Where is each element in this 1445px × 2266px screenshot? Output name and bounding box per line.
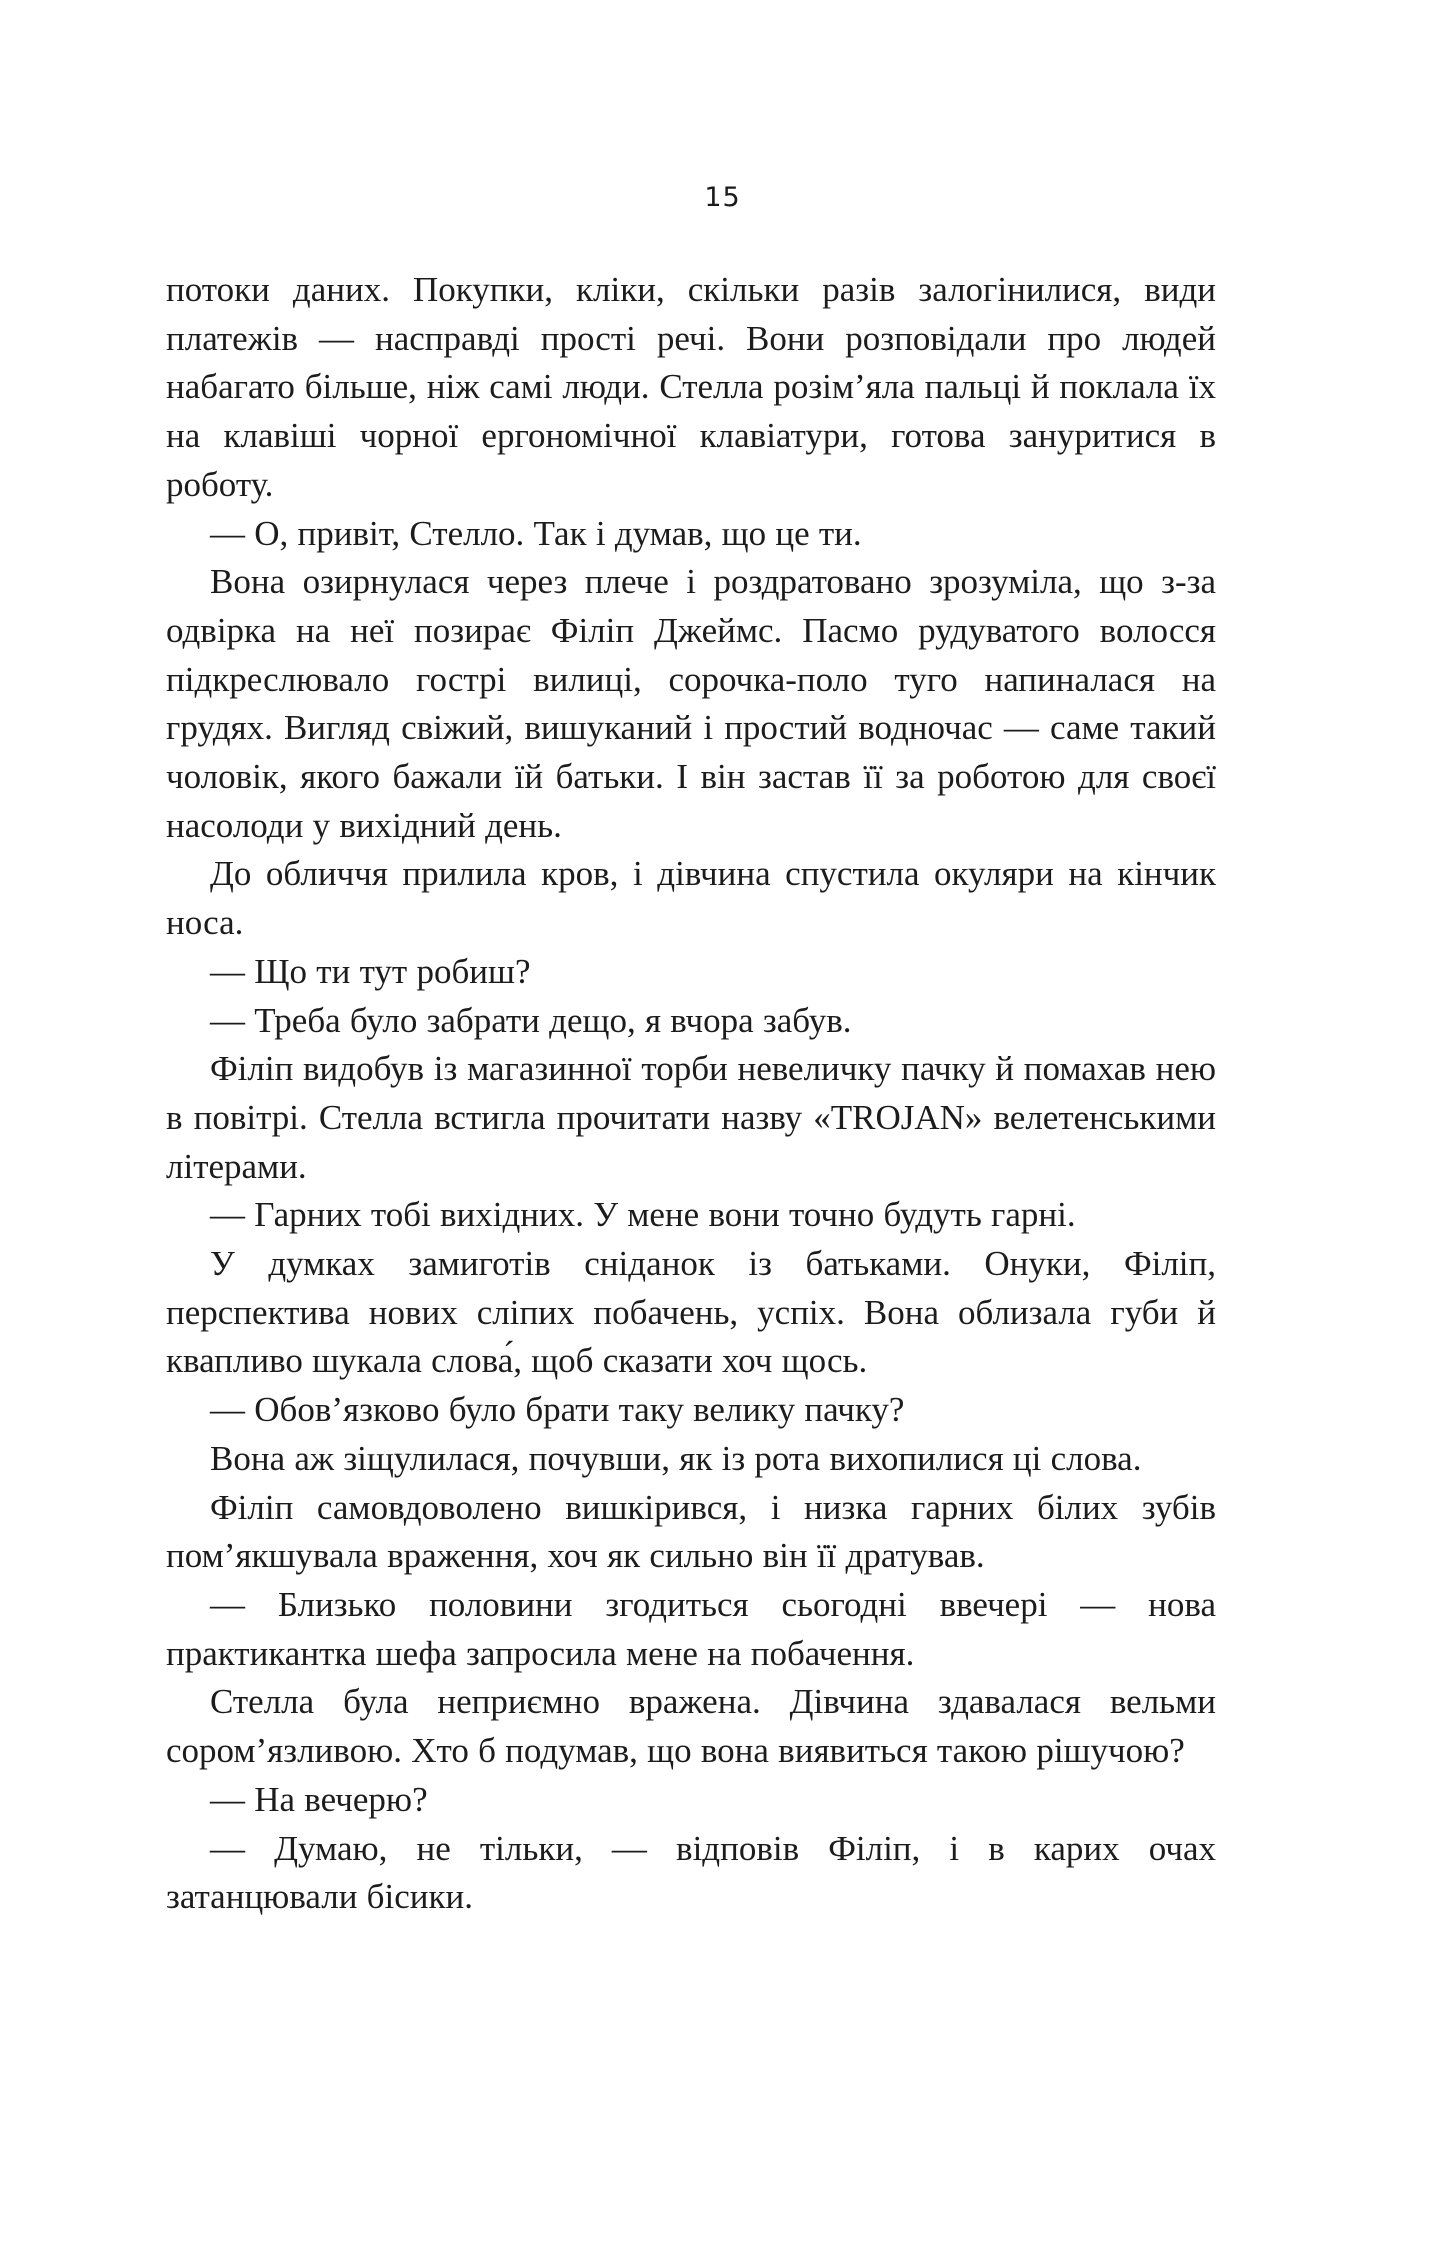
body-text: [166, 266, 1216, 1922]
paragraph: — О, привіт, Стелло. Так і думав, що це ти.: [210, 513, 862, 553]
paragraph: Вона аж зіщулилася, почувши, як із рота вихопилися ці слова.: [210, 1438, 1142, 1478]
paragraph: Вона озирнулася через плече і роздратовано зрозуміла, що з-за одвірка на неї позирає Філіп Джеймс. Пасмо рудуватого волосся підкреслювало гострі вилиці, сорочка-поло туго напиналася на грудях. Вигляд свіжий, вишуканий і простий водночас — саме такий чоловік, якого бажали їй батьки. І він застав її за роботою для своєї насолоди у вихідний день.: [166, 562, 1216, 845]
paragraph: Стелла була неприємно вражена. Дівчина здавалася вельми сором’язливою. Хто б подумав, що вона виявиться такою рішучою?: [166, 1682, 1216, 1771]
paragraph: — Гарних тобі вихідних. У мене вони точно будуть гарні.: [210, 1195, 1076, 1235]
paragraph: — Що ти тут робиш?: [210, 951, 531, 991]
paragraph: потоки даних. Покупки, кліки, скільки разів залогінилися, види платежів — насправді прості речі. Вони розповідали про людей набагато більше, ніж самі люди. Стелла розім’яла пальці й поклала їх на клавіші чорної ергономічної клавіатури, готова зануритися в роботу.: [166, 270, 1216, 504]
page-number: 15: [704, 182, 741, 213]
paragraph: — На вечерю?: [210, 1779, 428, 1819]
paragraph: — Треба було забрати дещо, я вчора забув.: [210, 1000, 852, 1040]
paragraph: — Близько половини згодиться сьогодні ввечері — нова практикантка шефа запросила мене на побачення.: [166, 1584, 1216, 1673]
paragraph: — Думаю, не тільки, — відповів Філіп, і в карих очах затанцювали бісики.: [166, 1828, 1216, 1917]
paragraph: У думках замиготів сніданок із батьками. Онуки, Філіп, перспектива нових сліпих побачень, успіх. Вона облизала губи й квапливо шукала слова́, щоб сказати хоч щось.: [166, 1244, 1216, 1381]
paragraph: До обличчя прилила кров, і дівчина спустила окуляри на кінчик носа.: [166, 854, 1216, 943]
paragraph: — Обов’язково було брати таку велику пачку?: [210, 1390, 905, 1430]
paragraph: Філіп видобув із магазинної торби невеличку пачку й помахав нею в повітрі. Стелла встигла прочитати назву «TROJAN» велетенськими літерами.: [166, 1049, 1216, 1186]
paragraph: Філіп самовдоволено вишкірився, і низка гарних білих зубів пом’якшувала враження, хоч як сильно він її дратував.: [166, 1487, 1216, 1576]
